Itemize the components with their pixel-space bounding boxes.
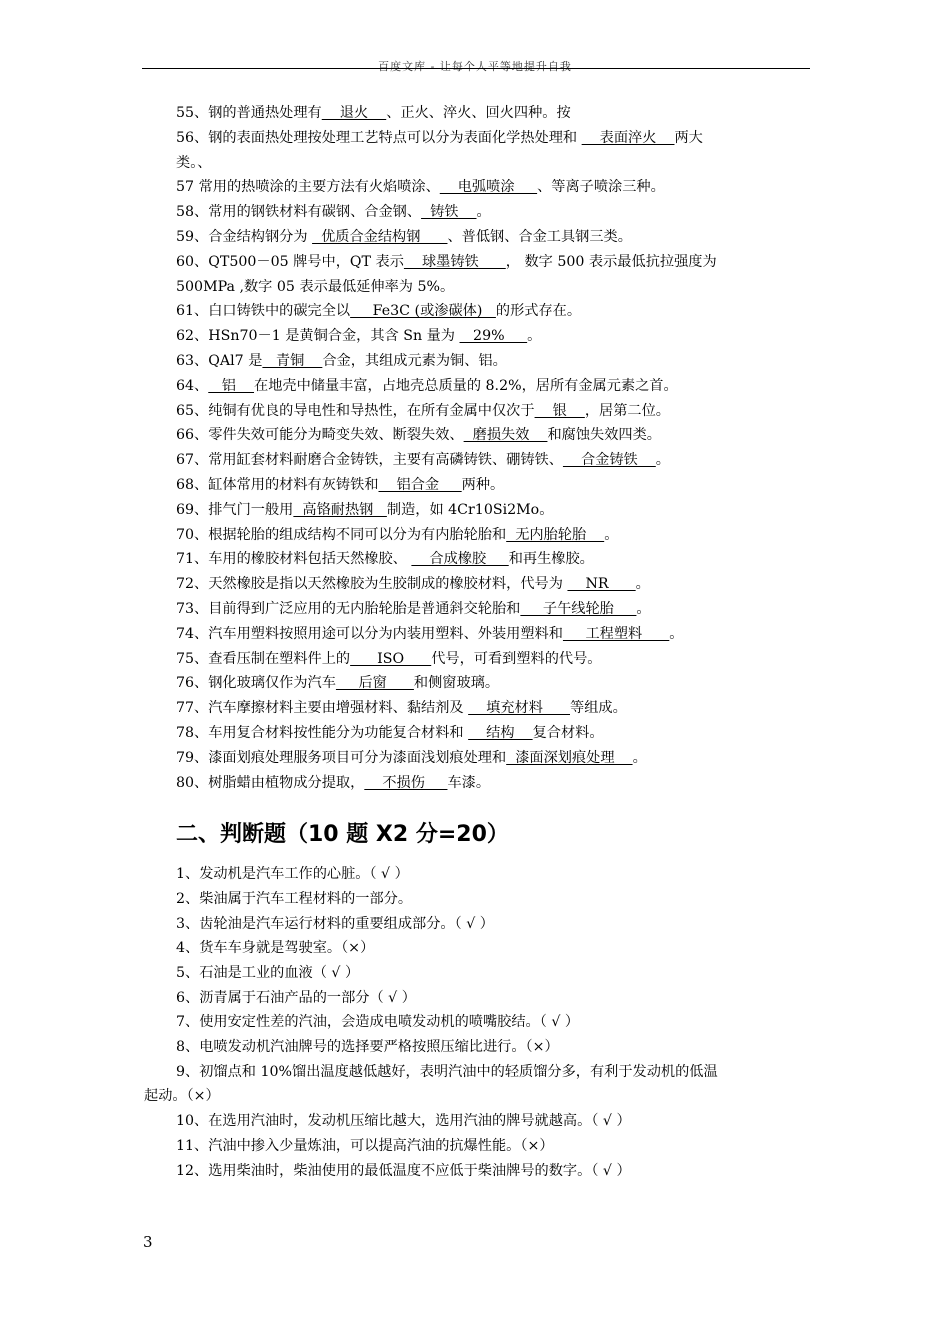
fill-in-blank-list [176,101,816,795]
question-line [176,399,816,424]
question-line [176,597,816,622]
judgement-item: 2、柴油属于汽车工程材料的一部分。 [176,890,413,907]
question-text: 63、QAl7 是 [176,352,263,369]
page-number: 3 [143,1233,153,1251]
question-line [176,498,816,523]
answer-blank: 漆面深划痕处理 [506,749,633,766]
judgement-item: 1、发动机是汽车工作的心脏。（ √ ） [176,866,409,883]
question-line [176,671,816,696]
document-body [144,101,816,1183]
question-text: 、正火、淬火、回火四种。按 [386,105,571,121]
question-line [176,175,816,200]
question-text: 66、零件失效可能分为畸变失效、断裂失效、 [176,427,464,444]
question-text: 58、常用的钢铁材料有碳钢、合金钢、 [176,204,422,221]
question-line [176,696,816,721]
answer-blank: 合成橡胶 [411,551,509,568]
question-text: 的形式存在。 [495,303,582,320]
question-text: 57 常用的热喷涂的主要方法有火焰喷涂、 [176,179,440,196]
question-line [176,622,816,647]
question-line [176,324,816,349]
question-line [176,349,816,374]
answer-blank: 球墨铸铁 [403,253,506,270]
question-text: 61、白口铸铁中的碳完全以 [176,303,351,320]
answer-blank: 表面淬火 [581,129,675,146]
answer-blank: Fe3C (或渗碳体) [350,303,496,320]
answer-blank: 磨损失效 [463,427,548,444]
judgement-item: 9、初馏点和 10%馏出温度越低越好，表明汽油中的轻质馏分多，有利于发动机的低温 [176,1063,718,1080]
question-text: 、等离子喷涂三种。 [537,179,665,196]
question-text: 76、钢化玻璃仅作为汽车 [176,675,336,692]
answer-blank: 退火 [321,105,387,121]
answer-blank: 高铬耐热钢 [293,501,387,518]
question-text: 和侧窗玻璃。 [413,675,500,692]
judgement-item: 6、沥青属于石油产品的一部分（ √ ） [176,989,416,1006]
judgement-item: 3、齿轮油是汽车运行材料的重要组成部分。（ √ ） [176,915,494,932]
question-text: 。 [636,600,651,617]
question-line [176,547,816,572]
answer-blank: 无内胎轮胎 [506,526,605,543]
question-line [176,250,816,275]
judgement-item: 11、汽油中掺入少量炼油，可以提高汽油的抗爆性能。（×） [176,1137,554,1154]
question-text: ，居第二位。 [584,402,670,419]
question-text: 59、合金结构钢分为 [176,228,313,245]
question-text: 。 [669,625,684,642]
judgement-item: 5、石油是工业的血液（ √ ） [176,964,360,981]
question-text: 65、纯铜有优良的导电性和导热性，在所有金属中仅次于 [176,402,535,419]
question-text: 。 [527,328,542,345]
question-line [176,200,816,225]
question-line [176,721,816,746]
judgement-item: 10、在选用汽油时，发动机压缩比越大，选用汽油的牌号就越高。（ √ ） [176,1113,631,1130]
answer-blank: 后窗 [335,675,414,692]
question-text: 等组成。 [570,700,627,717]
question-text: 73、目前得到广泛应用的无内胎轮胎是普通斜交轮胎和 [176,600,521,617]
question-text: 代号，可看到塑料的代号。 [431,650,602,667]
judgement-item: 4、货车车身就是驾驶室。（×） [176,940,375,957]
answer-blank: 银 [534,402,585,419]
question-text: 71、车用的橡胶材料包括天然橡胶、 [176,551,412,568]
question-text: 。 [604,526,619,543]
question-text: 复合材料。 [532,724,604,741]
question-text: 。 [476,204,491,221]
answer-blank: 铝 [208,377,255,394]
answer-blank: 子午线轮胎 [520,600,637,617]
question-line [176,423,816,448]
question-text: 78、车用复合材料按性能分为功能复合材料和 [176,724,469,741]
answer-blank: 填充材料 [468,700,570,717]
header-divider [142,68,810,69]
section-title-judgement: 二、判断题（10 题 X2 分=20） [176,822,509,848]
question-text: 。 [632,749,647,766]
question-text: 62、HSn70－1 是黄铜合金，其含 Sn 量为 [176,328,460,345]
judgement-item: 7、使用安定性差的汽油，会造成电喷发动机的喷嘴胶结。（ √ ） [176,1014,580,1031]
question-line [176,647,816,672]
question-line [176,746,816,771]
question-text: 和腐蚀失效四类。 [547,427,661,444]
question-text: 在地壳中储量丰富，占地壳总质量的 8.2%，居所有金属元素之首。 [254,377,678,394]
question-line [176,448,816,473]
answer-blank: 合金铸铁 [562,452,656,469]
question-text: 60、QT500－05 牌号中，QT 表示 [176,253,404,270]
question-line [176,151,816,176]
question-line [176,126,816,151]
question-text: ， 数字 500 表示最低抗拉强度为 [505,253,717,270]
question-text: 80、树脂蜡由植物成分提取， [176,774,365,791]
question-text: 79、漆面划痕处理服务项目可分为漆面浅划痕处理和 [176,749,507,766]
question-text: 69、排气门一般用 [176,501,294,518]
answer-blank: 青铜 [262,352,323,369]
question-text: 合金，其组成元素为铜、铝。 [322,352,507,369]
judgement-item: 起动。（×） [144,1088,220,1105]
question-text: 75、查看压制在塑料件上的 [176,650,351,667]
answer-blank: 工程塑料 [562,625,670,642]
answer-blank: 优质合金结构钢 [312,228,448,245]
question-text: 、普低钢、合金工具钢三类。 [447,228,632,245]
question-line [176,225,816,250]
question-text: 车漆。 [447,774,491,791]
judgement-question-list [144,862,816,1183]
answer-blank: 29% [459,328,528,345]
question-text: 和再生橡胶。 [508,551,594,568]
question-line [176,771,816,796]
question-text: 68、缸体常用的材料有灰铸铁和 [176,476,379,493]
question-text: 55、钢的普通热处理有 [176,105,322,121]
question-line [176,275,816,300]
question-text: 56、钢的表面热处理按处理工艺特点可以分为表面化学热处理和 [176,129,582,146]
question-text: 两种。 [461,476,505,493]
question-text: 类。、 [176,154,212,171]
question-text: 67、常用缸套材料耐磨合金铸铁，主要有高磷铸铁、硼铸铁、 [176,452,563,469]
question-line [176,572,816,597]
question-text: 两大 [674,129,703,146]
question-text: 64、 [176,377,209,394]
question-text: 77、汽车摩擦材料主要由增强材料、黏结剂及 [176,700,469,717]
answer-blank: NR [567,576,636,593]
answer-blank: 铝合金 [378,476,462,493]
question-line [176,374,816,399]
question-text: 70、根据轮胎的组成结构不同可以分为有内胎轮胎和 [176,526,507,543]
question-text: 500MPa ,数字 05 表示最低延伸率为 5%。 [176,278,455,295]
judgement-item: 12、选用柴油时，柴油使用的最低温度不应低于柴油牌号的数字。（ √ ） [176,1162,631,1179]
question-line [176,101,816,126]
question-text: 。 [635,576,650,593]
question-line [176,299,816,324]
question-text: 72、天然橡胶是指以天然橡胶为生胶制成的橡胶材料，代号为 [176,576,568,593]
page-header: 百度文库 - 让每个人平等地提升自我 [378,60,572,73]
answer-blank: 铸铁 [421,204,477,221]
question-line [176,523,816,548]
answer-blank: 不损伤 [364,774,448,791]
answer-blank: ISO [350,650,432,667]
answer-blank: 结构 [468,724,533,741]
question-line [176,473,816,498]
judgement-item: 8、电喷发动机汽油牌号的选择要严格按照压缩比进行。（×） [176,1039,559,1056]
question-text: 制造，如 4Cr10Si2Mo。 [386,501,554,518]
question-text: 。 [655,452,670,469]
question-text: 74、汽车用塑料按照用途可以分为内装用塑料、外装用塑料和 [176,625,563,642]
answer-blank: 电弧喷涂 [439,179,538,196]
